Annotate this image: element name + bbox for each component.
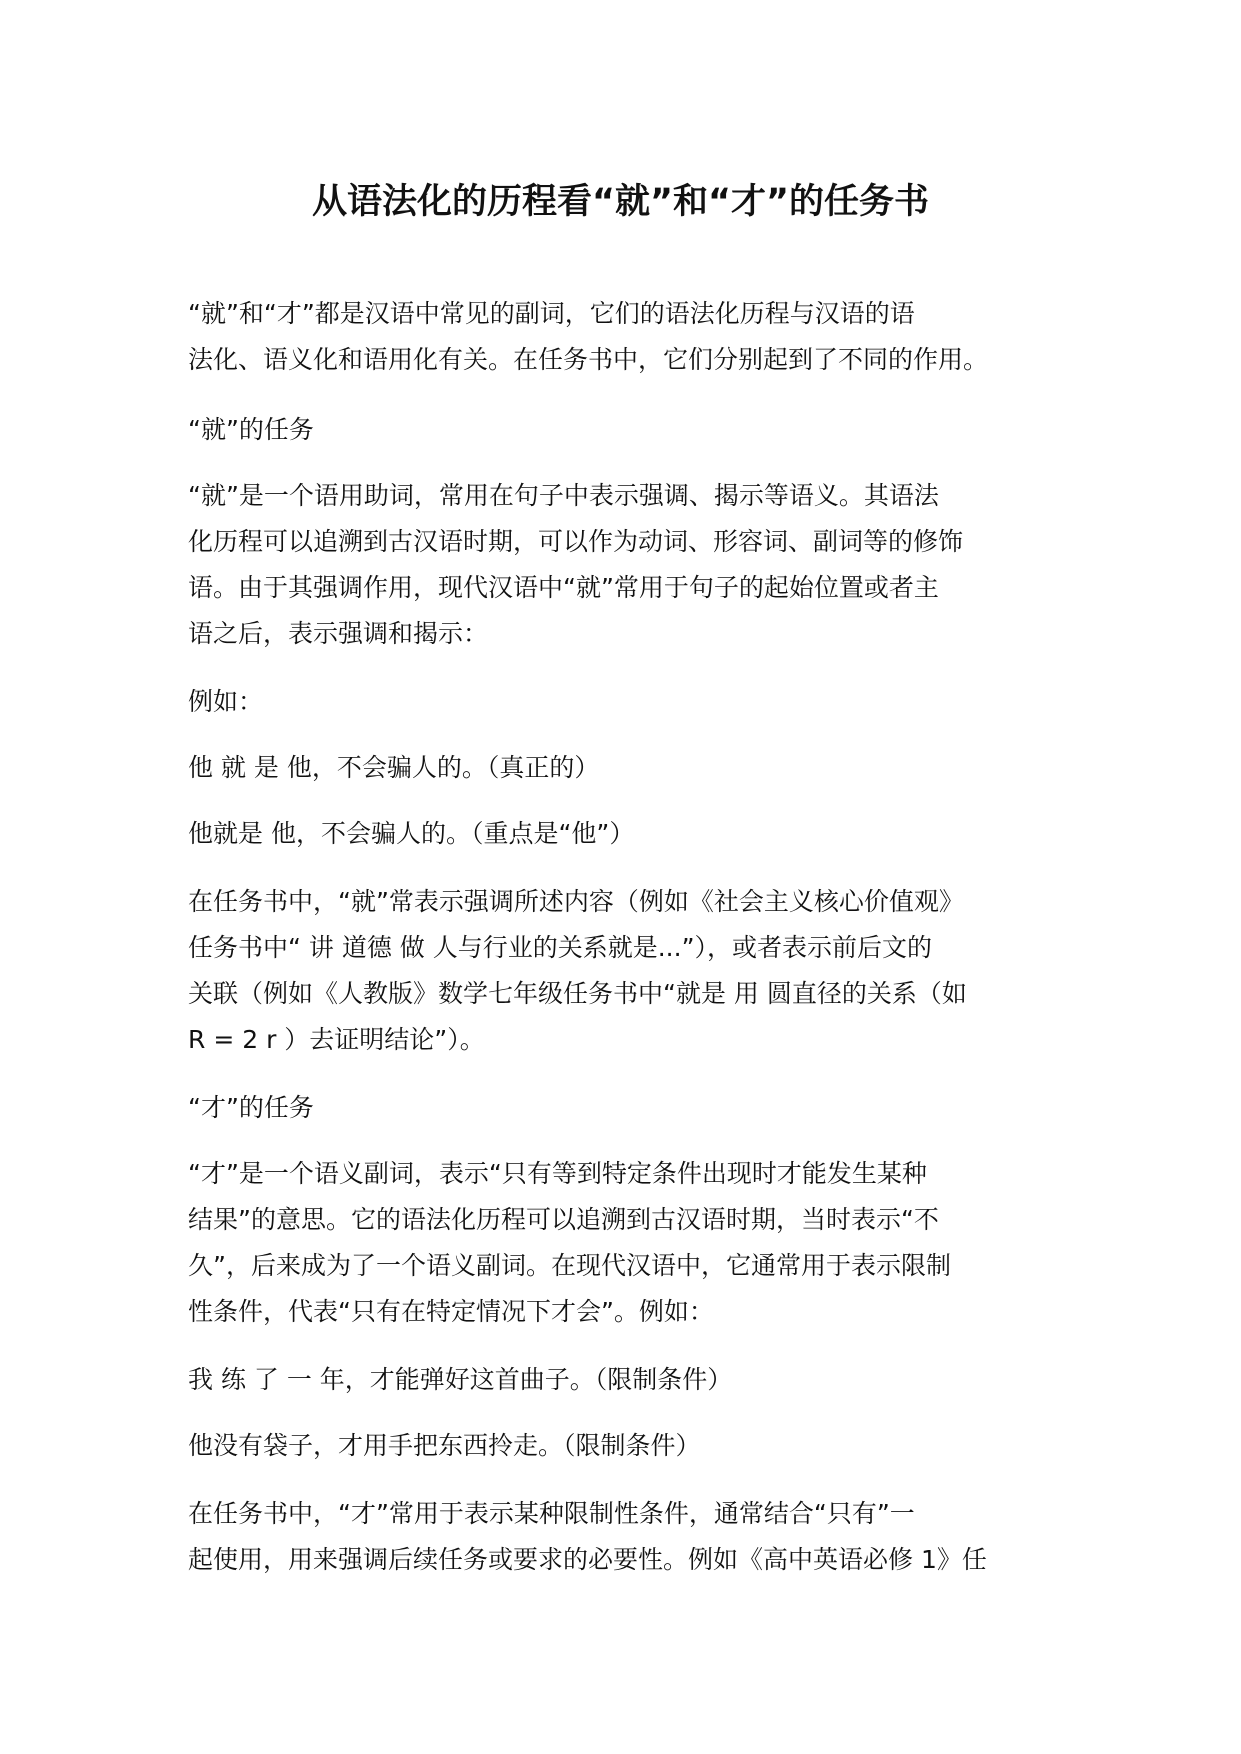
jiu-example-1: 他 就 是 他，不会骗人的。（真正的） <box>188 753 600 782</box>
jiu-task-line-1: 在任务书中，“就”常表示强调所述内容（例如《社会主义核心价值观》 <box>188 887 964 916</box>
jiu-paragraph-line-4: 语之后，表示强调和揭示： <box>188 619 489 648</box>
section-heading-jiu: “就”的任务 <box>188 415 314 444</box>
cai-task-line-2: 起使用，用来强调后续任务或要求的必要性。例如《高中英语必修 1》任 <box>188 1545 987 1574</box>
page-title: 从语法化的历程看“就”和“才”的任务书 <box>311 182 929 222</box>
cai-paragraph-line-3: 久”，后来成为了一个语义副词。在现代汉语中，它通常用于表示限制 <box>188 1251 951 1280</box>
cai-task-line-1: 在任务书中，“才”常用于表示某种限制性条件，通常结合“只有”一 <box>188 1499 915 1528</box>
jiu-task-line-4: R = 2 r ）去证明结论”）。 <box>188 1025 485 1054</box>
cai-example-2: 他没有袋子，才用手把东西拎走。（限制条件） <box>188 1431 701 1460</box>
cai-example-1: 我 练 了 一 年，才能弹好这首曲子。（限制条件） <box>188 1365 733 1394</box>
section-heading-cai: “才”的任务 <box>188 1093 314 1122</box>
jiu-paragraph-line-2: 化历程可以追溯到古汉语时期，可以作为动词、形容词、副词等的修饰 <box>188 527 964 556</box>
intro-line-1: “就”和“才”都是汉语中常见的副词，它们的语法化历程与汉语的语 <box>188 299 915 328</box>
jiu-paragraph-line-1: “就”是一个语用助词，常用在句子中表示强调、揭示等语义。其语法 <box>188 481 939 510</box>
jiu-paragraph-line-3: 语。由于其强调作用，现代汉语中“就”常用于句子的起始位置或者主 <box>188 573 939 602</box>
cai-paragraph-line-1: “才”是一个语义副词，表示“只有等到特定条件出现时才能发生某种 <box>188 1159 927 1188</box>
intro-line-2: 法化、语义化和语用化有关。在任务书中，它们分别起到了不同的作用。 <box>188 345 989 374</box>
cai-paragraph-line-2: 结果”的意思。它的语法化历程可以追溯到古汉语时期，当时表示“不 <box>188 1205 939 1234</box>
jiu-task-line-2: 任务书中“ 讲 道德 做 人与行业的关系就是...”），或者表示前后文的 <box>188 933 933 962</box>
jiu-task-line-3: 关联（例如《人教版》数学七年级任务书中“就是 用 圆直径的关系（如 <box>188 979 967 1008</box>
example-label: 例如： <box>188 687 264 716</box>
cai-paragraph-line-4: 性条件，代表“只有在特定情况下才会”。例如： <box>188 1297 714 1326</box>
jiu-example-2: 他就是 他，不会骗人的。（重点是“他”） <box>188 819 635 848</box>
